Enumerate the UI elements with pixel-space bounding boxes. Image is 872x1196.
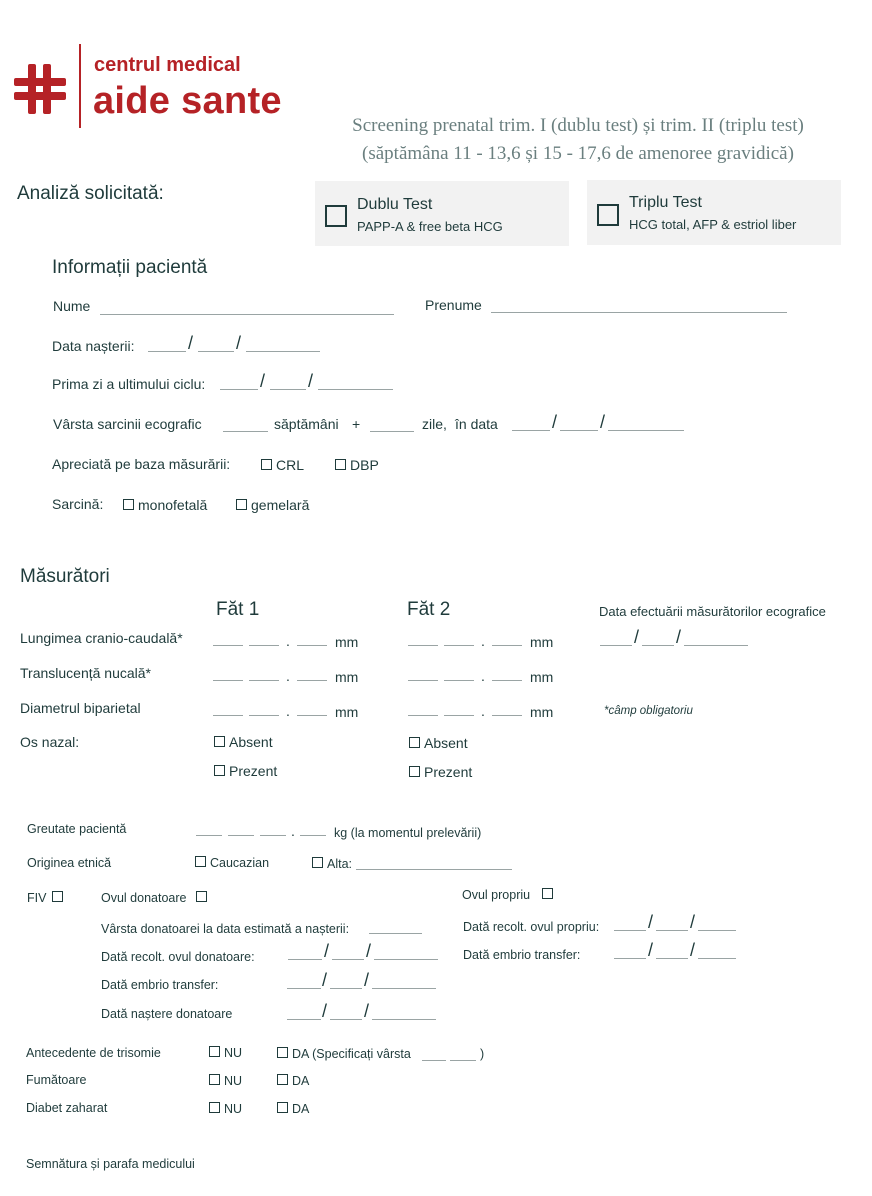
nasal-bone-label: Os nazal: — [20, 734, 80, 750]
donor-age-field[interactable] — [369, 933, 422, 934]
other-ethnic-option[interactable]: Alta: — [312, 857, 352, 871]
triplu-test-checkbox[interactable] — [597, 204, 619, 226]
weight-label: Greutate pacientă — [27, 822, 127, 836]
trisomy-no-option[interactable]: NU — [209, 1046, 242, 1060]
patient-heading: Informații pacientă — [52, 257, 208, 278]
form-title-line2: (săptămâna 11 - 13,6 și 15 - 17,6 de amenoree gravidică) — [362, 143, 794, 164]
last-cycle-label: Prima zi a ultimului ciclu: — [52, 376, 206, 392]
triplu-test-title: Triplu Test — [629, 194, 702, 211]
pregnancy-label: Sarcină: — [52, 496, 104, 512]
embryo-transfer2-label: Dată embrio transfer: — [463, 948, 581, 962]
diabetes-yes-checkbox[interactable] — [277, 1102, 288, 1113]
weeks-label: săptămâni — [274, 416, 339, 432]
nume-label: Nume — [53, 298, 91, 314]
fetus2-present-option[interactable]: Prezent — [409, 764, 472, 780]
gest-weeks-field[interactable] — [223, 431, 268, 432]
twin-label: gemelară — [251, 497, 310, 513]
donor-birth-label: Dată naștere donatoare — [101, 1007, 233, 1021]
own-egg-option[interactable]: Ovul propriu — [462, 888, 557, 902]
measurements-heading: Măsurători — [20, 566, 110, 587]
analysis-label: Analiză solicitată: — [17, 183, 164, 204]
fetus1-label: Făt 1 — [216, 599, 260, 620]
caucasian-option[interactable]: Caucazian — [195, 856, 269, 870]
prenume-field[interactable] — [491, 312, 787, 313]
birth-label: Data nașterii: — [52, 338, 135, 354]
fiv-checkbox[interactable] — [52, 891, 63, 902]
fetus2-absent-checkbox[interactable] — [409, 737, 420, 748]
fetus2-present-checkbox[interactable] — [409, 766, 420, 777]
twin-checkbox[interactable] — [236, 499, 247, 510]
fetus1-present-option[interactable]: Prezent — [214, 763, 277, 779]
mono-option[interactable] — [123, 497, 207, 513]
dublu-test-title: Dublu Test — [357, 196, 433, 213]
trisomy-paren: ) — [480, 1047, 485, 1061]
fiv-option[interactable]: FIV — [27, 891, 67, 905]
embryo-transfer-label: Dată embrio transfer: — [101, 978, 219, 992]
dbp-label: DBP — [350, 457, 379, 473]
smoker-no-option[interactable]: NU — [209, 1074, 242, 1088]
logo-line2: aide sante — [93, 80, 282, 122]
other-ethnic-checkbox[interactable] — [312, 857, 323, 868]
nt-row-label: Translucență nucală* — [20, 665, 152, 681]
dublu-test-option[interactable] — [315, 181, 569, 246]
smoker-yes-option[interactable]: DA — [277, 1074, 309, 1088]
mono-label: monofetală — [138, 497, 208, 513]
days-label: zile, — [422, 416, 447, 432]
donor-collect-label: Dată recolt. ovul donatoare: — [101, 950, 255, 964]
signature-label: Semnătura și parafa medicului — [26, 1157, 195, 1171]
fetus1-present-checkbox[interactable] — [214, 765, 225, 776]
based-on-label: Apreciată pe baza măsurării: — [52, 456, 231, 472]
own-collect-label: Dată recolt. ovul propriu: — [463, 920, 600, 934]
form-title-line1: Screening prenatal trim. I (dublu test) și trim. II (triplu test) — [352, 115, 804, 136]
ethnic-label: Originea etnică — [27, 856, 112, 870]
diabetes-yes-option[interactable]: DA — [277, 1102, 309, 1116]
crl-row-label: Lungimea cranio-caudală* — [20, 630, 183, 646]
prenume-label: Prenume — [425, 297, 482, 313]
logo-line1: centrul medical — [94, 54, 241, 76]
diabetes-label: Diabet zaharat — [26, 1101, 108, 1115]
gest-days-field[interactable] — [370, 431, 414, 432]
logo-divider — [79, 44, 81, 128]
donor-age-label: Vârsta donatoarei la data estimată a nașterii: — [101, 922, 350, 936]
twin-option[interactable] — [236, 497, 309, 513]
mono-checkbox[interactable] — [123, 499, 134, 510]
dbp-checkbox[interactable] — [335, 459, 346, 470]
nume-field[interactable] — [100, 314, 394, 315]
diabetes-no-option[interactable]: NU — [209, 1102, 242, 1116]
fetus2-absent-option[interactable]: Absent — [409, 735, 468, 751]
measurement-date-label: Data efectuării măsurătorilor ecografice — [599, 604, 826, 619]
diabetes-no-checkbox[interactable] — [209, 1102, 220, 1113]
dublu-test-checkbox[interactable] — [325, 205, 347, 227]
dublu-test-subtitle: PAPP-A & free beta HCG — [357, 219, 503, 234]
donor-egg-option[interactable]: Ovul donatoare — [101, 891, 211, 905]
own-egg-checkbox[interactable] — [542, 888, 553, 899]
weight-note: kg (la momentul prelevării) — [334, 826, 482, 840]
caucasian-checkbox[interactable] — [195, 856, 206, 867]
on-date-label: în data — [455, 416, 498, 432]
triplu-test-option[interactable] — [587, 180, 841, 245]
fetus1-absent-option[interactable]: Absent — [214, 734, 273, 750]
crl-label: CRL — [276, 457, 305, 473]
mandatory-note: *câmp obligatoriu — [604, 705, 693, 717]
trisomy-label: Antecedente de trisomie — [26, 1046, 161, 1060]
fetus1-absent-checkbox[interactable] — [214, 736, 225, 747]
bpd-row-label: Diametrul biparietal — [20, 700, 141, 716]
crl-checkbox[interactable] — [261, 459, 272, 470]
smoker-no-checkbox[interactable] — [209, 1074, 220, 1085]
smoker-label: Fumătoare — [26, 1073, 87, 1087]
dbp-option[interactable] — [335, 457, 379, 473]
other-ethnic-field[interactable] — [356, 869, 512, 870]
trisomy-yes-option[interactable]: DA (Specificați vârsta — [277, 1047, 411, 1061]
medical-cross-icon — [14, 64, 68, 114]
fetus2-label: Făt 2 — [407, 599, 451, 620]
trisomy-no-checkbox[interactable] — [209, 1046, 220, 1057]
crl-option[interactable] — [261, 457, 304, 473]
donor-egg-checkbox[interactable] — [196, 891, 207, 902]
gest-age-label: Vârsta sarcinii ecografic — [53, 416, 202, 432]
plus-label: + — [352, 416, 361, 432]
smoker-yes-checkbox[interactable] — [277, 1074, 288, 1085]
trisomy-yes-checkbox[interactable] — [277, 1047, 288, 1058]
triplu-test-subtitle: HCG total, AFP & estriol liber — [629, 217, 797, 232]
